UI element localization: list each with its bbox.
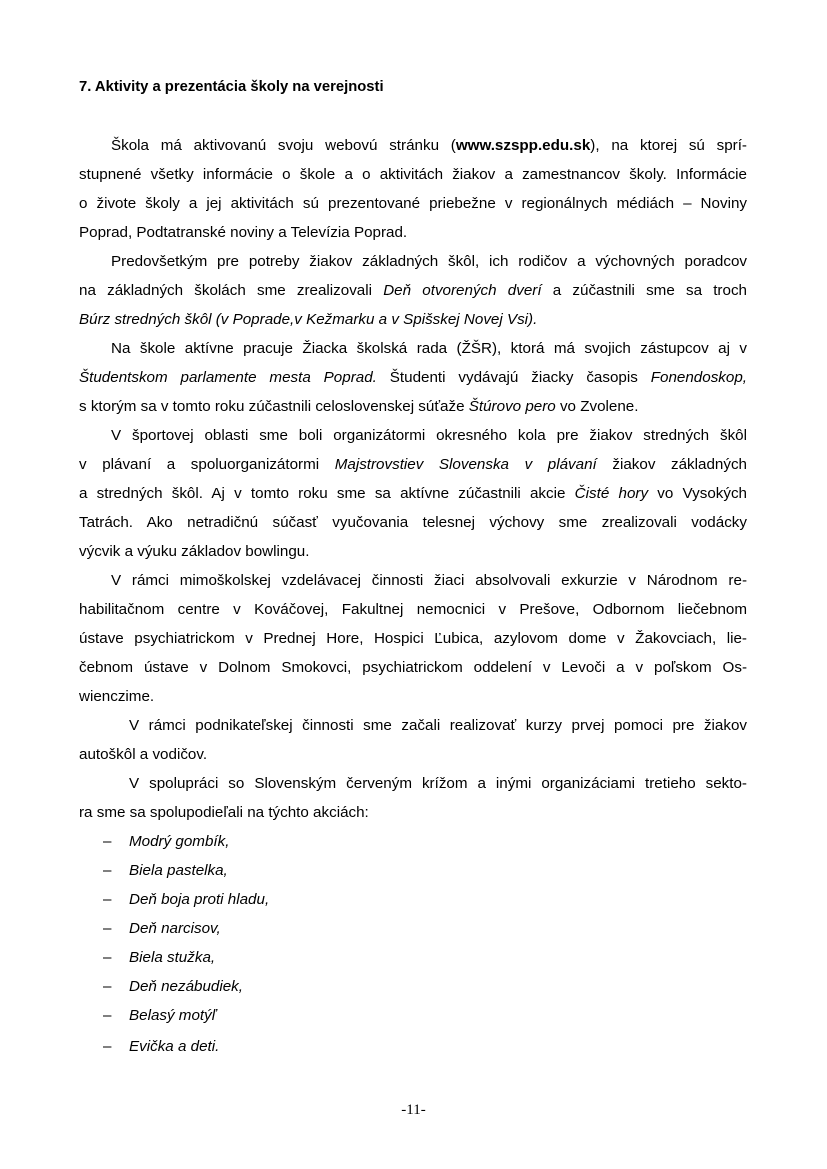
paragraph-sports-line-4: Tatrách. Ako netradičnú súčasť vyučovania telesnej výchovy sme zrealizovali vodácky: [79, 514, 747, 531]
dash-bullet: –: [103, 891, 112, 908]
dash-bullet: –: [103, 949, 112, 966]
dash-bullet: –: [103, 833, 112, 850]
paragraph-website-line-2: stupnené všetky informácie o škole a o aktivitách žiakov a zamestnancov školy. Informácie: [79, 166, 747, 183]
paragraph-student-council-line-3: s ktorým sa v tomto roku zúčastnili celoslovenskej súťaže Štúrovo pero vo Zvolene.: [79, 398, 639, 415]
paragraph-open-day-line-1: Predovšetkým pre potreby žiakov základných škôl, ich rodičov a výchovných poradcov: [111, 253, 747, 270]
paragraph-website-line-1: Škola má aktivovanú svoju webovú stránku (www.szspp.edu.sk), na ktorej sú sprí-: [111, 137, 747, 154]
paragraph-student-council-line-1: Na škole aktívne pracuje Žiacka školská rada (ŽŠR), ktorá má svojich zástupcov aj v: [111, 340, 747, 357]
dash-bullet: –: [103, 978, 112, 995]
dash-bullet: –: [103, 862, 112, 879]
paragraph-sports-line-1: V športovej oblasti sme boli organizátormi okresného kola pre žiakov stredných škôl: [111, 427, 747, 444]
paragraph-sports-line-5: výcvik a výuku základov bowlingu.: [79, 543, 310, 560]
dash-bullet: –: [103, 920, 112, 937]
section-heading: 7. Aktivity a prezentácia školy na verejnosti: [79, 79, 384, 95]
paragraph-sports-line-2: v plávaní a spoluorganizátormi Majstrovstiev Slovenska v plávaní žiakov základných: [79, 456, 747, 473]
paragraph-excursions-line-5: wienczime.: [79, 688, 155, 705]
paragraph-excursions-line-4: čebnom ústave v Dolnom Smokovci, psychiatrickom oddelení v Levoči a v poľskom Os-: [79, 659, 747, 676]
paragraph-red-cross-line-2: ra sme sa spolupodieľali na týchto akciách:: [79, 804, 369, 821]
paragraph-excursions-line-1: V rámci mimoškolskej vzdelávacej činnosti žiaci absolvovali exkurzie v Národnom re-: [111, 572, 747, 589]
paragraph-first-aid-line-2: autoškôl a vodičov.: [79, 746, 208, 763]
paragraph-website-line-3: o živote školy a jej aktivitách sú prezentované priebežne v regionálnych médiách – Noviny: [79, 195, 747, 212]
page-number: -11-: [401, 1102, 426, 1118]
paragraph-excursions-line-3: ústave psychiatrickom v Prednej Hore, Hospici Ľubica, azylovom dome v Žakovciach, lie-: [79, 630, 747, 647]
paragraph-sports-line-3: a stredných škôl. Aj v tomto roku sme sa aktívne zúčastnili akcie Čisté hory vo Vysokých: [79, 485, 747, 502]
paragraph-first-aid-line-1: V rámci podnikateľskej činnosti sme začali realizovať kurzy prvej pomoci pre žiakov: [129, 717, 747, 734]
paragraph-excursions-line-2: habilitačnom centre v Kováčovej, Fakultnej nemocnici v Prešove, Odbornom liečebnom: [79, 601, 747, 618]
paragraph-open-day-line-3: Búrz stredných škôl (v Poprade,v Kežmarku a v Spišskej Novej Vsi).: [79, 311, 538, 328]
dash-bullet: –: [103, 1038, 112, 1055]
paragraph-red-cross-line-1: V spolupráci so Slovenským červeným krížom a inými organizáciami tretieho sekto-: [129, 775, 747, 792]
website-url: www.szspp.edu.sk: [455, 137, 591, 154]
paragraph-student-council-line-2: Študentskom parlamente mesta Poprad. Študenti vydávajú žiacky časopis Fonendoskop,: [79, 369, 747, 386]
dash-bullet: –: [103, 1007, 112, 1024]
paragraph-open-day-line-2: na základných školách sme zrealizovali Deň otvorených dverí a zúčastnili sme sa troch: [79, 282, 747, 299]
paragraph-website-line-4: Poprad, Podtatranské noviny a Televízia Poprad.: [79, 224, 408, 241]
document-page: 7. Aktivity a prezentácia školy na verejnosti Škola má aktivovanú svoju webovú stránku (www.szspp.edu.sk), na ktorej sú sprí- stupnené všetky informácie o škole a o aktivitách žiakov a zamestnancov školy. Informácie o živote školy a jej aktivitách sú prezentované priebežne v regionálnych médiách – Noviny Poprad, Podtatranské noviny a Televízia Poprad. Predovšetkým pre potreby žiakov základných škôl, ich rodičov a výchovných poradcov na základných školách sme zrealizovali Deň otvorených dverí a zúčastnili sme sa troch Búrz stredných škôl (v Poprade,v Kežmarku a v Spišskej Novej Vsi). Na škole aktívne pracuje Žiacka školská rada (ŽŠR), ktorá má svojich zástupcov aj v Študentskom parlamente mesta Poprad. Študenti vydávajú žiacky časopis Fonendoskop, s ktorým sa v tomto roku zúčastnili celoslovenskej súťaže Štúrovo pero vo Zvolene. V športovej oblasti sme boli organizátormi okresného kola pre žiakov stredných škôl v plávaní a spoluorganizátormi Majstrovstiev Slovenska v plávaní žiakov základných a stredných škôl. Aj v tomto roku sme sa aktívne zúčastnili akcie Čisté hory vo Vysokých Tatrách. Ako netradičnú súčasť vyučovania telesnej výchovy sme zrealizovali vodácky výcvik a výuku základov bowlingu. V rámci mimoškolskej vzdelávacej činnosti žiaci absolvovali exkurzie v Národnom re- habilitačnom centre v Kováčovej, Fakultnej nemocnici v Prešove, Odbornom liečebnom ústave psychiatrickom v Prednej Hore, Hospici Ľubica, azylovom dome v Žakovciach, lie- čebnom ústave v Dolnom Smokovci, psychiatrickom oddelení v Levoči a v poľskom Os- wienczime. V rámci podnikateľskej činnosti sme začali realizovať kurzy prvej pomoci pre žiakov autoškôl a vodičov. V spolupráci so Slovenským červeným krížom a inými organizáciami tretieho sekto- ra sme sa spolupodieľali na týchto akciách: – Modrý gombík, – Biela pastelka, – Deň boja proti hladu, – Deň narcisov, – Biela stužka, – Deň nezábudiek, – Belasý motýľ – Evička a deti. -11-: [0, 0, 827, 1169]
